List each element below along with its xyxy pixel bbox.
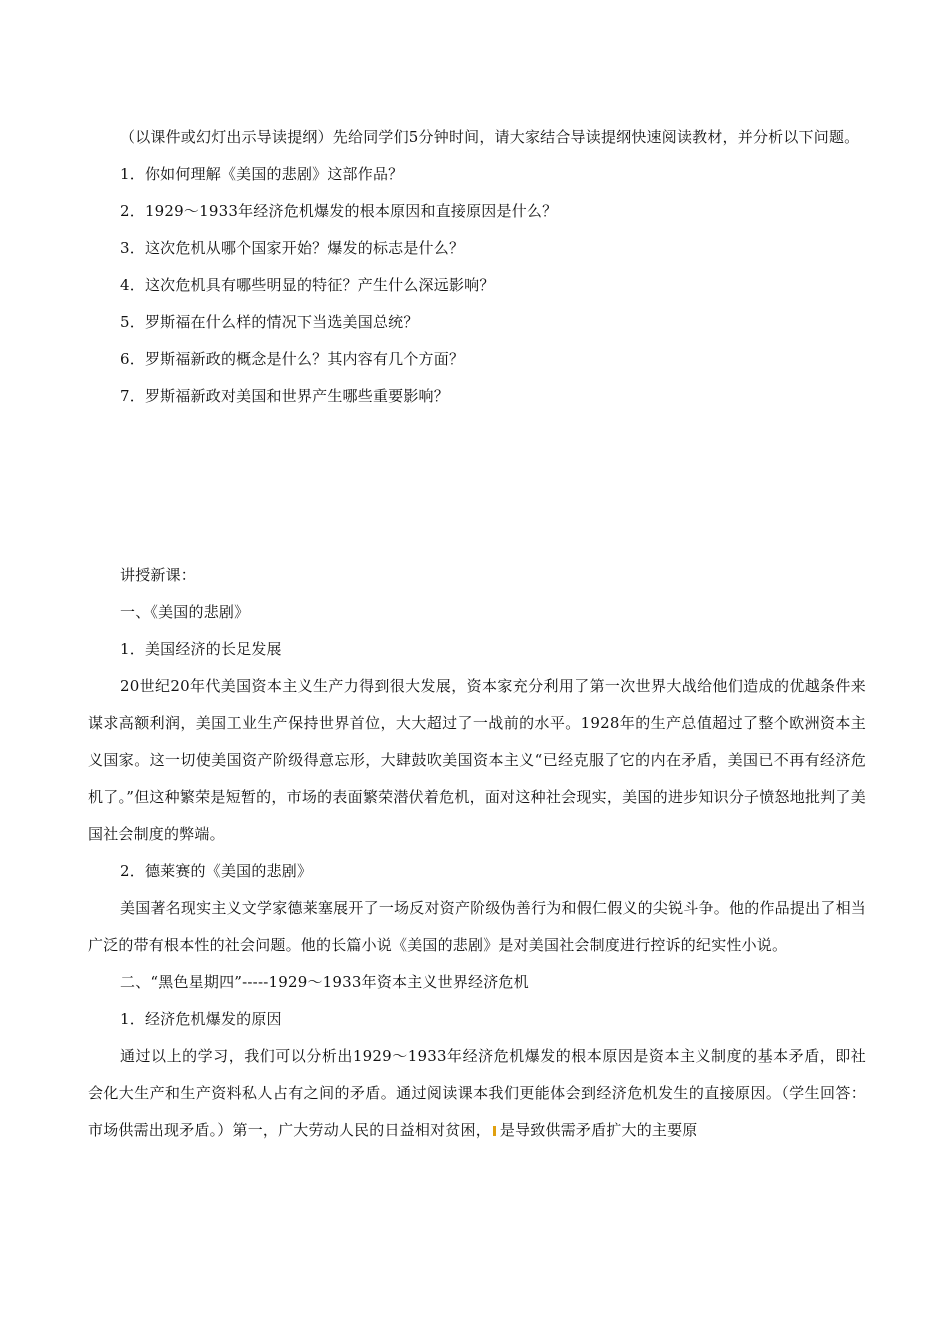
body-paragraph: [88, 1038, 866, 1149]
question-item: 2．1929～1933年经济危机爆发的根本原因和直接原因是什么？: [120, 202, 558, 220]
body-text-part: 通过以上的学习，我们可以分析出1929～1933年经济危机爆发的根本原因是资本主义制度的基本矛盾，即社会化大生产和生产资料私人占有之间的矛盾。通过阅读课本我们更能体会到经济危机发生的直接原因。（学生回答：市场供需出现矛盾。）第一，广大劳动人民的日益相对贫困，: [88, 1047, 866, 1139]
question-item: 6．罗斯福新政的概念是什么？其内容有几个方面？: [120, 350, 465, 368]
question-item: 3．这次危机从哪个国家开始？爆发的标志是什么？: [120, 239, 465, 257]
question-item: 5．罗斯福在什么样的情况下当选美国总统？: [120, 313, 419, 331]
question-item: 7．罗斯福新政对美国和世界产生哪些重要影响？: [120, 387, 449, 405]
intro-section: [88, 119, 866, 415]
edit-marker: [493, 1126, 496, 1136]
body-paragraph: 美国著名现实主义文学家德莱塞展开了一场反对资产阶级伪善行为和假仁假义的尖锐斗争。他的作品提出了相当广泛的带有根本性的社会问题。他的长篇小说《美国的悲剧》是对美国社会制度进行控诉的纪实性小说。: [88, 899, 866, 954]
subsection-title: 1．经济危机爆发的原因: [120, 1010, 282, 1028]
lesson-heading: 讲授新课：: [120, 566, 197, 584]
subsection-title: 2．德莱赛的《美国的悲剧》: [120, 862, 313, 880]
section-title: 一、《美国的悲剧》: [120, 603, 250, 621]
body-text-part: 是导致供需矛盾扩大的主要原: [499, 1121, 698, 1139]
intro-paragraph: （以课件或幻灯出示导读提纲）先给同学们5分钟时间，请大家结合导读提纲快速阅读教材，并分析以下问题。: [120, 128, 860, 146]
lesson-section: [88, 557, 866, 1149]
section-title: 二、“黑色星期四”-----1929～1933年资本主义世界经济危机: [120, 973, 529, 991]
question-item: 4．这次危机具有哪些明显的特征？产生什么深远影响？: [120, 276, 495, 294]
subsection-title: 1．美国经济的长足发展: [120, 640, 282, 658]
question-item: 1．你如何理解《美国的悲剧》这部作品？: [120, 165, 404, 183]
body-paragraph: 20世纪20年代美国资本主义生产力得到很大发展，资本家充分利用了第一次世界大战给他们造成的优越条件来谋求高额利润，美国工业生产保持世界首位，大大超过了一战前的水平。1928年的生产总值超过了整个欧洲资本主义国家。这一切使美国资产阶级得意忘形，大肆鼓吹美国资本主义“已经克服了它的内在矛盾，美国已不再有经济危机了。”但这种繁荣是短暂的，市场的表面繁荣潜伏着危机，面对这种社会现实，美国的进步知识分子愤怒地批判了美国社会制度的弊端。: [88, 677, 866, 843]
